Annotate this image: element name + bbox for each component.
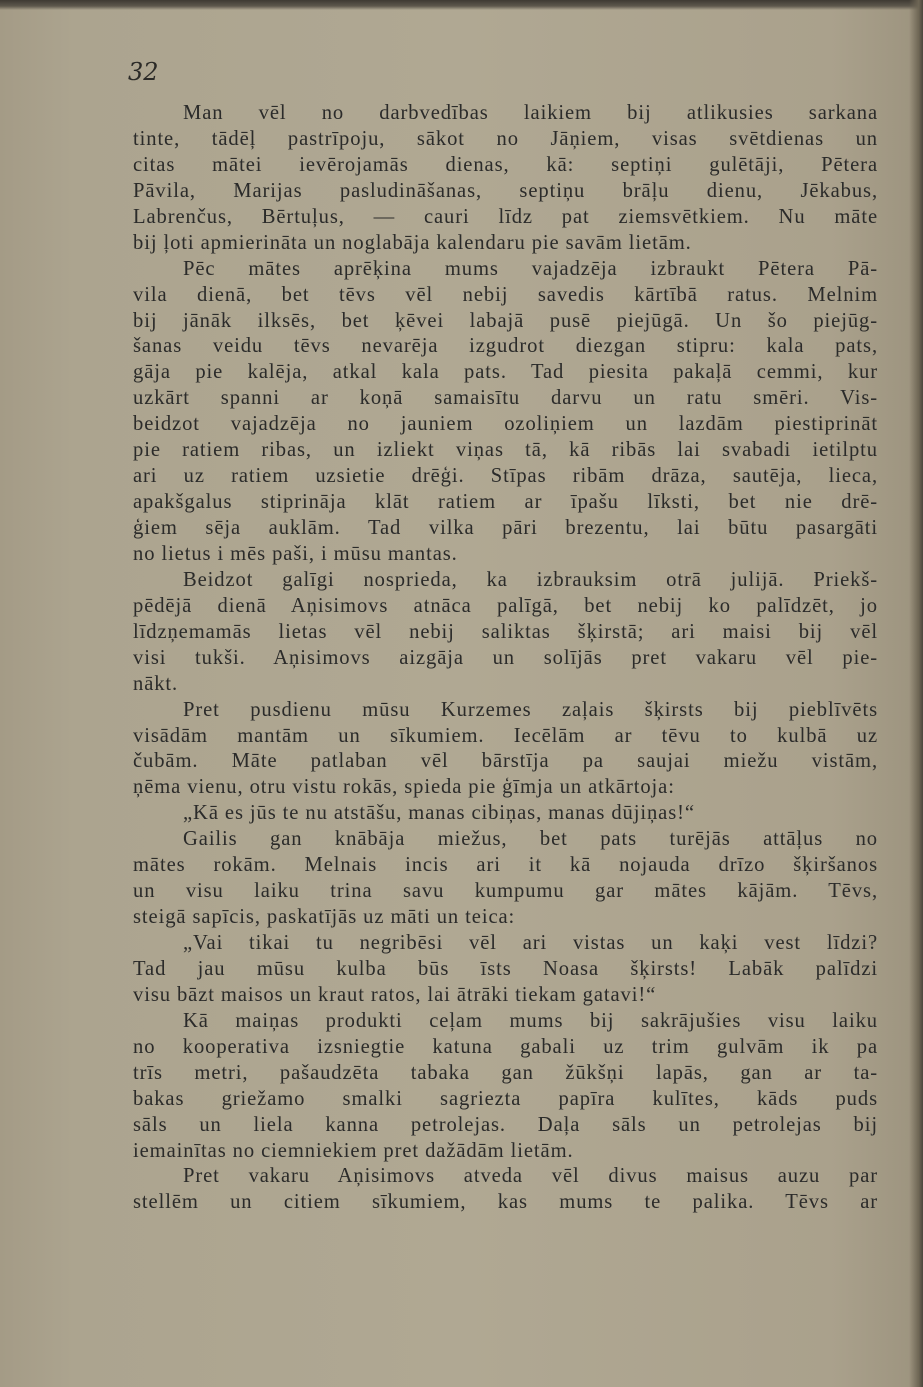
text-line: ņēma vienu, otru vistu rokās, spieda pie ģīmja un atkārtoja: (133, 776, 675, 799)
page-binding-edge (909, 0, 923, 1387)
text-line: „Kā es jūs te nu atstāšu, manas cibiņas, manas dūjiņas!“ (183, 802, 695, 825)
text-line: apakšgalus stiprināja klāt ratiem ar īpašu līksti, bet nie drē- (133, 491, 878, 514)
text-line: bij jānāk ilksēs, bet ķēvei labajā pusē piejūgā. Un šo piejūg- (133, 309, 878, 332)
text-line: pēdējā dienā Aņisimovs atnāca palīgā, bet nebij ko palīdzēt, jo (133, 594, 878, 617)
text-line: bij ļoti apmierināta un noglabāja kalendaru pie savām lietām. (133, 231, 692, 254)
text-line: un visu laiku trina savu kumpumu gar mātes kājām. Tēvs, (133, 880, 878, 903)
text-line: sāls un liela kanna petrolejas. Daļa sāls un petrolejas bij (133, 1113, 878, 1136)
text-line: visu bāzt maisos un kraut ratos, lai ātrāki tiekam gatavi!“ (133, 983, 657, 1006)
page-number: 32 (128, 58, 159, 86)
text-line: visi tukši. Aņisimovs aizgāja un solījās pret vakaru vēl pie- (133, 646, 878, 669)
text-line: citas mātei ievērojamās dienas, kā: septiņi gulētāji, Pētera (133, 153, 878, 176)
text-line: ģiem sēja auklām. Tad vilka pāri brezentu, lai būtu pasargāti (133, 517, 878, 539)
text-line: līdzņemamās lietas vēl nebij saliktas šķirstā; ari maisi bij vēl (133, 620, 878, 643)
text-line: Pret vakaru Aņisimovs atveda vēl divus maisus auzu par (183, 1165, 878, 1188)
text-line: tinte, tādēļ pastrīpoju, sākot no Jāņiem, visas svētdienas un (133, 127, 878, 150)
text-line: Pēc mātes aprēķina mums vajadzēja izbraukt Pētera Pā- (183, 257, 878, 280)
text-line: ari uz ratiem uzsietie drēģi. Stīpas ribām drāza, sautēja, lieca, (133, 465, 878, 488)
text-line: pie ratiem ribas, un izliekt viņas tā, kā ribās lai svabadi ietilptu (133, 439, 878, 462)
text-line: Beidzot galīgi nosprieda, ka izbrauksim otrā julijā. Priekš- (183, 568, 878, 591)
text-line: uzkārt spanni ar koņā samaisītu darvu un ratu smēri. Vis- (133, 387, 878, 410)
text-line: čubām. Māte patlaban vēl bārstīja pa saujai miežu vistām, (133, 750, 878, 773)
text-line: mātes rokām. Melnais incis ari it kā nojauda drīzo šķiršanos (133, 854, 878, 877)
text-line: trīs metri, pašaudzēta tabaka gan žūkšņi lapās, gan ar ta- (133, 1061, 878, 1084)
text-line: Pāvila, Marijas pasludināšanas, septiņu brāļu dienu, Jēkabus, (133, 179, 878, 202)
text-line: šanas veidu tēvs nevarēja izgudrot diezgan stipru: kala pats, (133, 335, 878, 358)
text-line: Tad jau mūsu kulba būs īsts Noasa šķirsts! Labāk palīdzi (133, 957, 878, 980)
text-line: stellēm un citiem sīkumiem, kas mums te palika. Tēvs ar (133, 1191, 878, 1214)
text-line: Man vēl no darbvedības laikiem bij atlikusies sarkana (183, 102, 878, 124)
text-line: no lietus i mēs paši, i mūsu mantas. (133, 542, 458, 565)
text-line: vila dienā, bet tēvs vēl nebij savedis kārtībā ratus. Melnim (133, 283, 878, 306)
text-line: steigā sapīcis, paskatījās uz māti un teica: (133, 906, 516, 929)
body-text (133, 101, 878, 1216)
text-line: no kooperativa izsniegtie katuna gabali uz trim gulvām ik pa (133, 1035, 878, 1058)
text-line: Pret pusdienu mūsu Kurzemes zaļais šķirsts bij pieblīvēts (183, 698, 878, 721)
text-line: Kā maiņas produkti ceļam mums bij sakrājušies visu laiku (183, 1009, 878, 1032)
text-line: beidzot vajadzēja no jauniem ozoliņiem un lazdām piestiprināt (133, 413, 878, 436)
text-line: bakas griežamo smalki sagriezta papīra kulītes, kāds puds (133, 1087, 878, 1110)
text-line: „Vai tikai tu negribēsi vēl ari vistas un kaķi vest līdzi? (183, 932, 878, 954)
page-top-edge (0, 0, 923, 10)
text-line: Labrenčus, Bērtuļus, — cauri līdz pat ziemsvētkiem. Nu māte (133, 205, 878, 228)
text-line: iemainītas no ciemniekiem pret dažādām lietām. (133, 1139, 574, 1162)
text-line: Gailis gan knābāja miežus, bet pats turējās attāļus no (183, 828, 878, 851)
text-line: gāja pie kalēja, atkal kala pats. Tad piesita pakaļā cemmi, kur (133, 361, 878, 384)
text-line: nākt. (133, 672, 179, 695)
text-line: visādām mantām un sīkumiem. Iecēlām ar tēvu to kulbā uz (133, 724, 878, 747)
